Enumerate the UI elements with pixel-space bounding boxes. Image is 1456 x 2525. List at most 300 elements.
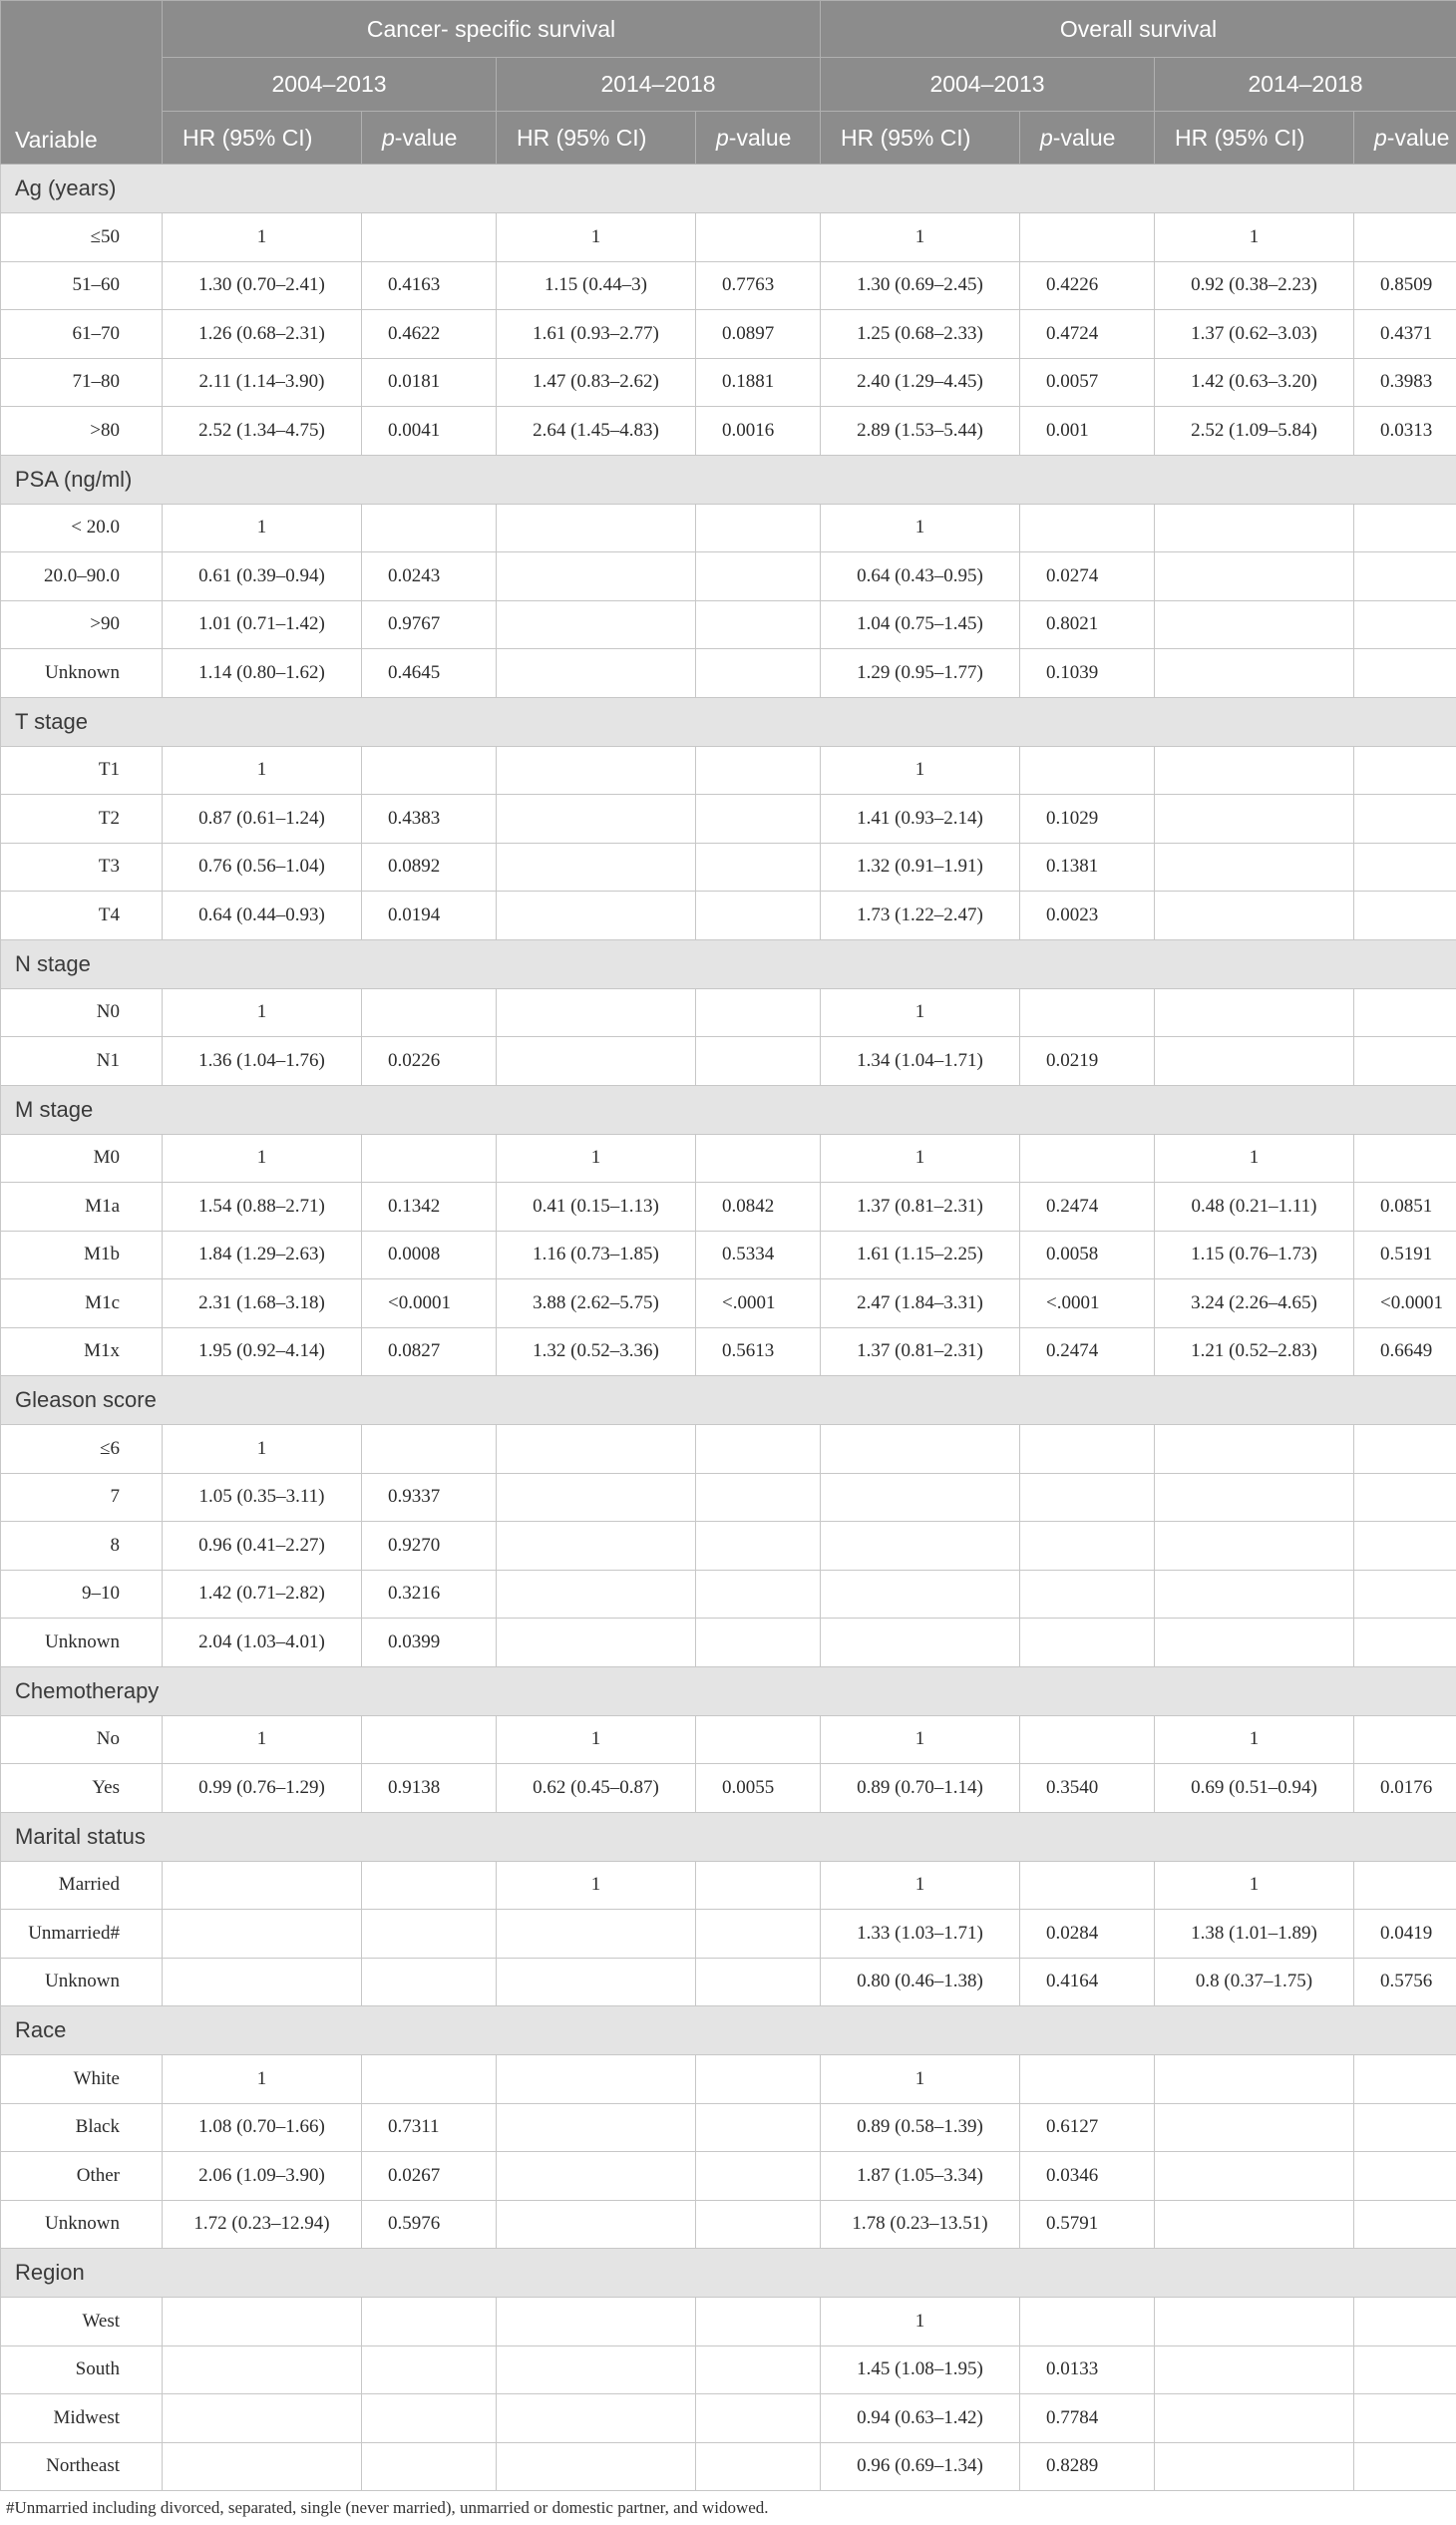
period-header: 2004–2013 (821, 58, 1155, 112)
hr-cell: 2.47 (1.84–3.31) (821, 1279, 1020, 1328)
p-value-cell (362, 1715, 497, 1764)
p-value-cell: 0.4724 (1020, 310, 1155, 359)
row-label: M1b (1, 1231, 163, 1279)
p-value-cell (1020, 504, 1155, 552)
p-value-cell (696, 843, 821, 892)
hr-cell: 0.92 (0.38–2.23) (1155, 261, 1354, 310)
row-label: Unmarried# (1, 1910, 163, 1959)
p-value-cell (1354, 2152, 1456, 2201)
p-value-cell: 0.6127 (1020, 2103, 1155, 2152)
row-label: ≤50 (1, 213, 163, 262)
hr-cell (1155, 600, 1354, 649)
p-value-cell: 0.8509 (1354, 261, 1456, 310)
hr-cell (497, 746, 696, 795)
table-row (1, 1037, 1456, 1086)
hr-cell (497, 504, 696, 552)
p-value-cell: 0.0284 (1020, 1910, 1155, 1959)
hr-cell: 1.32 (0.52–3.36) (497, 1327, 696, 1376)
p-value-cell (1354, 843, 1456, 892)
row-label: M0 (1, 1134, 163, 1183)
hr-cell: 0.94 (0.63–1.42) (821, 2394, 1020, 2443)
hr-cell: 1.26 (0.68–2.31) (163, 310, 362, 359)
hr-cell (821, 1619, 1020, 1667)
hr-cell: 2.04 (1.03–4.01) (163, 1619, 362, 1667)
hr-cell: 1.29 (0.95–1.77) (821, 649, 1020, 698)
hr-cell (163, 1861, 362, 1910)
hr-cell (1155, 2200, 1354, 2249)
row-label: < 20.0 (1, 504, 163, 552)
hr-cell: 2.40 (1.29–4.45) (821, 358, 1020, 407)
table-row (1, 2394, 1456, 2443)
table-row (1, 892, 1456, 940)
p-value-cell (362, 2298, 497, 2346)
hr-cell: 1 (163, 1715, 362, 1764)
row-label: M1a (1, 1183, 163, 1232)
p-value-cell: 0.5191 (1354, 1231, 1456, 1279)
hr-cell: 1.30 (0.69–2.45) (821, 261, 1020, 310)
p-value-cell: 0.1029 (1020, 795, 1155, 844)
p-value-cell (696, 1861, 821, 1910)
table-row (1, 1425, 1456, 1474)
hr-cell (497, 1570, 696, 1619)
p-value-cell: 0.0274 (1020, 552, 1155, 601)
period-header: 2004–2013 (163, 58, 497, 112)
p-value-cell (696, 1958, 821, 2006)
hr-cell: 1 (1155, 1715, 1354, 1764)
hr-column-header: HR (95% CI) (497, 112, 696, 165)
p-value-cell (1020, 988, 1155, 1037)
p-value-cell (696, 2298, 821, 2346)
hr-cell: 1 (821, 2298, 1020, 2346)
hr-cell: 1.01 (0.71–1.42) (163, 600, 362, 649)
hr-cell: 1.14 (0.80–1.62) (163, 649, 362, 698)
table-row (1, 2103, 1456, 2152)
row-label: Unknown (1, 649, 163, 698)
p-value-cell (362, 1958, 497, 2006)
overall-survival-header: Overall survival (821, 1, 1456, 58)
hr-cell (497, 2200, 696, 2249)
p-value-cell (696, 1715, 821, 1764)
p-value-cell: 0.4226 (1020, 261, 1155, 310)
section-title: Gleason score (1, 1376, 1456, 1425)
p-value-column-header (362, 112, 497, 165)
row-label: T4 (1, 892, 163, 940)
p-value-cell: 0.0057 (1020, 358, 1155, 407)
hr-cell: 3.88 (2.62–5.75) (497, 1279, 696, 1328)
hr-cell: 2.89 (1.53–5.44) (821, 407, 1020, 456)
hr-cell: 0.87 (0.61–1.24) (163, 795, 362, 844)
p-value-cell (696, 1619, 821, 1667)
p-italic: p (716, 124, 729, 151)
p-value-cell (1020, 1861, 1155, 1910)
hr-cell (163, 2394, 362, 2443)
p-value-cell (696, 892, 821, 940)
hr-cell: 0.96 (0.41–2.27) (163, 1522, 362, 1571)
row-label: Unknown (1, 2200, 163, 2249)
hr-cell (1155, 1522, 1354, 1571)
row-label: 51–60 (1, 261, 163, 310)
section-row (1, 455, 1456, 504)
hr-cell (821, 1522, 1020, 1571)
table-row (1, 1861, 1456, 1910)
p-value-cell (696, 2055, 821, 2104)
row-label: Unknown (1, 1619, 163, 1667)
table-row (1, 1279, 1456, 1328)
hr-cell (497, 2345, 696, 2394)
hr-cell (497, 988, 696, 1037)
hr-cell: 0.99 (0.76–1.29) (163, 1764, 362, 1813)
table-row (1, 600, 1456, 649)
p-value-cell (696, 2103, 821, 2152)
hr-cell: 2.06 (1.09–3.90) (163, 2152, 362, 2201)
p-value-cell (1020, 2055, 1155, 2104)
hr-cell (497, 2152, 696, 2201)
table-row (1, 1764, 1456, 1813)
hr-cell (497, 2442, 696, 2491)
p-value-cell: <.0001 (1020, 1279, 1155, 1328)
hr-cell: 0.80 (0.46–1.38) (821, 1958, 1020, 2006)
hr-cell: 1.95 (0.92–4.14) (163, 1327, 362, 1376)
p-value-cell: 0.0346 (1020, 2152, 1155, 2201)
hr-cell: 1.37 (0.81–2.31) (821, 1327, 1020, 1376)
hr-cell (497, 795, 696, 844)
hr-cell: 1.08 (0.70–1.66) (163, 2103, 362, 2152)
hr-cell (497, 1958, 696, 2006)
hr-cell: 0.64 (0.44–0.93) (163, 892, 362, 940)
hr-cell: 2.11 (1.14–3.90) (163, 358, 362, 407)
table-row (1, 261, 1456, 310)
hr-cell: 1.37 (0.62–3.03) (1155, 310, 1354, 359)
p-value-cell (1354, 1037, 1456, 1086)
p-value-cell: 0.0181 (362, 358, 497, 407)
p-value-suffix: -value (728, 124, 792, 151)
p-value-cell (696, 795, 821, 844)
hr-cell: 1 (821, 988, 1020, 1037)
table-row (1, 1570, 1456, 1619)
hr-cell (497, 2103, 696, 2152)
p-value-suffix: -value (1052, 124, 1116, 151)
p-value-cell (1020, 2298, 1155, 2346)
hr-cell: 1.34 (1.04–1.71) (821, 1037, 1020, 1086)
table-row (1, 649, 1456, 698)
hr-cell: 1.41 (0.93–2.14) (821, 795, 1020, 844)
p-value-cell (1354, 1522, 1456, 1571)
hr-cell: 1.33 (1.03–1.71) (821, 1910, 1020, 1959)
hr-cell (1155, 795, 1354, 844)
variable-column-header: Variable (1, 1, 163, 165)
hr-cell (1155, 988, 1354, 1037)
p-value-cell (696, 2394, 821, 2443)
row-label: Unknown (1, 1958, 163, 2006)
hr-cell: 0.96 (0.69–1.34) (821, 2442, 1020, 2491)
row-label: Midwest (1, 2394, 163, 2443)
p-value-cell: 0.7311 (362, 2103, 497, 2152)
table-row (1, 1522, 1456, 1571)
p-value-cell (1354, 746, 1456, 795)
p-value-cell (696, 746, 821, 795)
p-value-cell: 0.001 (1020, 407, 1155, 456)
hr-cell: 1.47 (0.83–2.62) (497, 358, 696, 407)
hr-cell: 1.16 (0.73–1.85) (497, 1231, 696, 1279)
p-value-cell: 0.4371 (1354, 310, 1456, 359)
p-value-cell: 0.0267 (362, 2152, 497, 2201)
hr-cell (497, 1425, 696, 1474)
p-value-cell: 0.1342 (362, 1183, 497, 1232)
hr-cell: 1 (821, 2055, 1020, 2104)
p-value-cell: 0.4645 (362, 649, 497, 698)
table-row (1, 746, 1456, 795)
table-row (1, 213, 1456, 262)
p-value-cell: 0.9767 (362, 600, 497, 649)
p-value-cell: 0.0419 (1354, 1910, 1456, 1959)
hr-cell (1155, 1619, 1354, 1667)
p-value-cell: 0.4163 (362, 261, 497, 310)
p-value-cell (696, 552, 821, 601)
p-value-cell: 0.0313 (1354, 407, 1456, 456)
p-value-cell: <0.0001 (1354, 1279, 1456, 1328)
p-value-column-header (1020, 112, 1155, 165)
p-value-cell: 0.4622 (362, 310, 497, 359)
section-title: Marital status (1, 1812, 1456, 1861)
section-title: Region (1, 2249, 1456, 2298)
p-value-cell: 0.0842 (696, 1183, 821, 1232)
table-row (1, 1958, 1456, 2006)
hr-cell: 1 (821, 746, 1020, 795)
section-title: M stage (1, 1085, 1456, 1134)
hr-cell: 1.25 (0.68–2.33) (821, 310, 1020, 359)
row-label: >90 (1, 600, 163, 649)
hr-column-header: HR (95% CI) (821, 112, 1020, 165)
hr-cell: 0.8 (0.37–1.75) (1155, 1958, 1354, 2006)
hr-cell: 1 (497, 213, 696, 262)
p-value-cell (362, 988, 497, 1037)
hr-cell: 1.05 (0.35–3.11) (163, 1473, 362, 1522)
section-title: Chemotherapy (1, 1666, 1456, 1715)
p-value-cell (696, 649, 821, 698)
p-value-cell (1354, 2345, 1456, 2394)
p-value-cell (362, 1425, 497, 1474)
hr-cell (1155, 746, 1354, 795)
period-header: 2014–2018 (1155, 58, 1456, 112)
p-value-cell: 0.1381 (1020, 843, 1155, 892)
p-value-cell (696, 213, 821, 262)
hr-cell: 1 (497, 1861, 696, 1910)
hr-cell: 0.64 (0.43–0.95) (821, 552, 1020, 601)
p-value-cell: 0.8021 (1020, 600, 1155, 649)
hr-cell: 1.21 (0.52–2.83) (1155, 1327, 1354, 1376)
hr-cell: 1.78 (0.23–13.51) (821, 2200, 1020, 2249)
row-label: Black (1, 2103, 163, 2152)
hr-cell: 1.45 (1.08–1.95) (821, 2345, 1020, 2394)
hr-cell: 1 (163, 1425, 362, 1474)
row-label: No (1, 1715, 163, 1764)
p-value-cell (1354, 504, 1456, 552)
row-label: T3 (1, 843, 163, 892)
p-value-cell (1020, 1425, 1155, 1474)
footnote: #Unmarried including divorced, separated, single (never married), unmarried or domestic partner, and widowed. (6, 2498, 769, 2517)
p-value-cell (1354, 552, 1456, 601)
hr-cell: 1 (821, 213, 1020, 262)
hr-cell (497, 892, 696, 940)
hr-cell (497, 2055, 696, 2104)
p-value-cell: 0.0041 (362, 407, 497, 456)
table-row (1, 1231, 1456, 1279)
table-header (1, 1, 1456, 165)
period-header: 2014–2018 (497, 58, 821, 112)
hr-cell (1155, 1037, 1354, 1086)
hr-cell (497, 843, 696, 892)
section-title: PSA (ng/ml) (1, 455, 1456, 504)
table-row (1, 988, 1456, 1037)
table-row (1, 843, 1456, 892)
p-value-cell: 0.0055 (696, 1764, 821, 1813)
row-label: T2 (1, 795, 163, 844)
table-row (1, 1619, 1456, 1667)
hr-cell (497, 1522, 696, 1571)
hr-cell: 0.89 (0.70–1.14) (821, 1764, 1020, 1813)
hr-cell (163, 2442, 362, 2491)
p-value-cell (362, 1861, 497, 1910)
hr-cell: 2.52 (1.34–4.75) (163, 407, 362, 456)
p-value-cell: 0.7784 (1020, 2394, 1155, 2443)
hr-cell (163, 2298, 362, 2346)
p-value-cell: 0.7763 (696, 261, 821, 310)
hr-cell: 2.31 (1.68–3.18) (163, 1279, 362, 1328)
hr-cell: 0.69 (0.51–0.94) (1155, 1764, 1354, 1813)
table-row (1, 1134, 1456, 1183)
row-label: 9–10 (1, 1570, 163, 1619)
row-label: 61–70 (1, 310, 163, 359)
p-value-suffix: -value (394, 124, 458, 151)
hr-cell: 1.15 (0.44–3) (497, 261, 696, 310)
p-value-cell (362, 213, 497, 262)
section-row (1, 2006, 1456, 2055)
table-row (1, 2298, 1456, 2346)
hr-cell: 0.48 (0.21–1.11) (1155, 1183, 1354, 1232)
hr-cell: 1 (163, 1134, 362, 1183)
p-value-cell: 0.0016 (696, 407, 821, 456)
hr-cell: 1.61 (0.93–2.77) (497, 310, 696, 359)
p-value-cell (1354, 1715, 1456, 1764)
row-label: West (1, 2298, 163, 2346)
p-value-cell: 0.9270 (362, 1522, 497, 1571)
row-label: Other (1, 2152, 163, 2201)
p-value-cell (1354, 795, 1456, 844)
hr-cell (1155, 1570, 1354, 1619)
hr-cell: 2.52 (1.09–5.84) (1155, 407, 1354, 456)
p-value-cell (1354, 2442, 1456, 2491)
p-value-cell: 0.9138 (362, 1764, 497, 1813)
hr-cell (821, 1473, 1020, 1522)
p-value-cell (696, 1473, 821, 1522)
section-row (1, 697, 1456, 746)
p-value-cell: 0.2474 (1020, 1183, 1155, 1232)
p-value-cell: 0.2474 (1020, 1327, 1155, 1376)
hr-cell (1155, 1473, 1354, 1522)
hr-cell (1155, 2298, 1354, 2346)
hr-cell (1155, 2055, 1354, 2104)
p-value-cell (1020, 1134, 1155, 1183)
hr-cell (497, 1910, 696, 1959)
p-value-cell (1020, 213, 1155, 262)
hr-cell (497, 2298, 696, 2346)
hr-cell (1155, 552, 1354, 601)
p-value-cell: 0.0133 (1020, 2345, 1155, 2394)
hr-cell (497, 1037, 696, 1086)
p-value-cell: 0.4164 (1020, 1958, 1155, 2006)
hr-cell: 1 (821, 504, 1020, 552)
table-row (1, 1327, 1456, 1376)
p-value-column-header (696, 112, 821, 165)
p-value-cell: <0.0001 (362, 1279, 497, 1328)
hr-cell (497, 1473, 696, 1522)
cancer-specific-survival-header: Cancer- specific survival (163, 1, 821, 58)
p-value-cell (696, 1910, 821, 1959)
p-value-cell (696, 988, 821, 1037)
hr-cell (1155, 2345, 1354, 2394)
p-value-cell (1354, 1473, 1456, 1522)
p-value-cell (1354, 1134, 1456, 1183)
row-label: M1c (1, 1279, 163, 1328)
p-value-cell: 0.1039 (1020, 649, 1155, 698)
p-value-cell (1020, 1570, 1155, 1619)
p-italic: p (1374, 124, 1387, 151)
p-value-cell: 0.0243 (362, 552, 497, 601)
p-value-cell (362, 2394, 497, 2443)
hr-cell: 1 (163, 746, 362, 795)
hr-cell: 1.37 (0.81–2.31) (821, 1183, 1020, 1232)
hr-cell: 1.42 (0.63–3.20) (1155, 358, 1354, 407)
p-value-cell (696, 2345, 821, 2394)
hr-cell: 1 (163, 2055, 362, 2104)
p-value-cell: 0.8289 (1020, 2442, 1155, 2491)
table-row (1, 2200, 1456, 2249)
hr-cell (1155, 649, 1354, 698)
section-row (1, 1812, 1456, 1861)
hr-cell: 2.64 (1.45–4.83) (497, 407, 696, 456)
p-value-cell: 0.5756 (1354, 1958, 1456, 2006)
hr-cell: 1.61 (1.15–2.25) (821, 1231, 1020, 1279)
row-label: N0 (1, 988, 163, 1037)
p-italic: p (1040, 124, 1053, 151)
hr-cell: 1.32 (0.91–1.91) (821, 843, 1020, 892)
row-label: Northeast (1, 2442, 163, 2491)
p-value-cell (1354, 1861, 1456, 1910)
row-label: Yes (1, 1764, 163, 1813)
p-value-cell (1354, 600, 1456, 649)
hr-cell: 0.61 (0.39–0.94) (163, 552, 362, 601)
hr-column-header: HR (95% CI) (163, 112, 362, 165)
hr-cell: 1 (497, 1715, 696, 1764)
p-value-cell (1020, 1619, 1155, 1667)
section-row (1, 1085, 1456, 1134)
hr-cell (1155, 2103, 1354, 2152)
table-row (1, 1183, 1456, 1232)
p-value-cell (1354, 892, 1456, 940)
table-row (1, 2152, 1456, 2201)
p-value-cell: 0.0399 (362, 1619, 497, 1667)
p-value-cell (362, 746, 497, 795)
table-row (1, 2055, 1456, 2104)
hr-cell: 1.87 (1.05–3.34) (821, 2152, 1020, 2201)
p-value-cell (696, 1425, 821, 1474)
p-value-cell (696, 1570, 821, 1619)
section-row (1, 2249, 1456, 2298)
hr-cell (163, 1958, 362, 2006)
table-row (1, 2442, 1456, 2491)
hr-cell: 1 (163, 988, 362, 1037)
p-value-suffix: -value (1386, 124, 1450, 151)
